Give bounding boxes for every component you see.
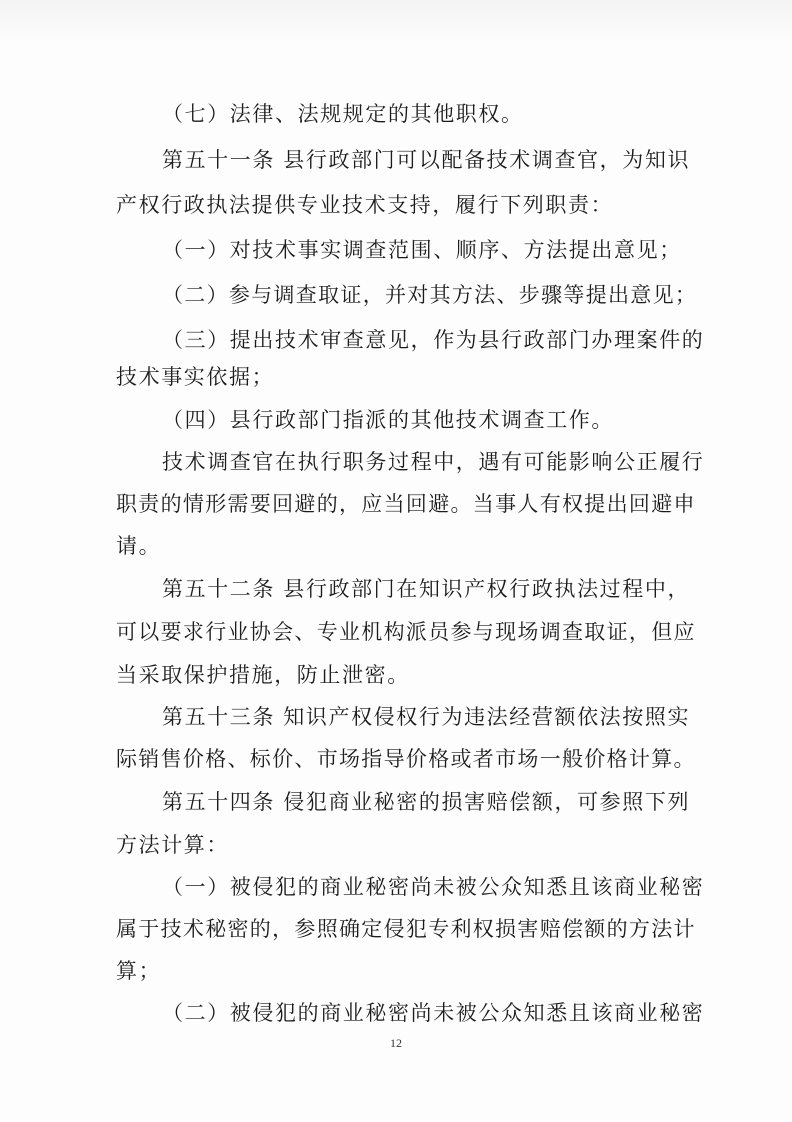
- paragraph-line: 产权行政执法提供专业技术支持，履行下列职责：: [116, 193, 614, 217]
- paragraph-line: 可以要求行业协会、专业机构派员参与现场调查取证，但应: [116, 620, 696, 644]
- page-number: 12: [390, 1036, 402, 1050]
- paragraph-line: 第五十二条 县行政部门在知识产权行政执法过程中，: [162, 577, 691, 601]
- paragraph-line: （三）提出技术审查意见，作为县行政部门办理案件的: [162, 328, 705, 352]
- paragraph-line: 第五十三条 知识产权侵权行为违法经营额依法按照实: [162, 705, 691, 729]
- paragraph-line: 职责的情形需要回避的，应当回避。当事人有权提出回避申: [116, 492, 696, 516]
- paragraph-line: 当采取保护措施，防止泄密。: [116, 663, 410, 687]
- paragraph-line: 属于技术秘密的，参照确定侵犯专利权损害赔偿额的方法计: [116, 917, 696, 941]
- paragraph-line: （一）对技术事实调查范围、顺序、方法提出意见；: [162, 238, 682, 262]
- paragraph-line: 第五十一条 县行政部门可以配备技术调查官，为知识: [162, 148, 691, 172]
- paragraph-line: （四）县行政部门指派的其他技术调查工作。: [162, 408, 614, 432]
- scan-edge: [0, 0, 792, 40]
- paragraph-line: 算；: [116, 959, 162, 983]
- paragraph-line: 请。: [116, 534, 162, 558]
- paragraph-line: 方法计算：: [116, 833, 229, 857]
- paragraph-line: （二）参与调查取证，并对其方法、步骤等提出意见；: [162, 283, 698, 307]
- paragraph-line: 第五十四条 侵犯商业秘密的损害赔偿额，可参照下列: [162, 790, 691, 814]
- paragraph-line: （一）被侵犯的商业秘密尚未被公众知悉且该商业秘密: [162, 875, 705, 899]
- paragraph-line: 技术事实依据；: [116, 365, 275, 389]
- paragraph-line: 际销售价格、标价、市场指导价格或者市场一般价格计算。: [116, 747, 696, 771]
- paragraph-line: 技术调查官在执行职务过程中，遇有可能影响公正履行: [162, 450, 705, 474]
- paragraph-line: （二）被侵犯的商业秘密尚未被公众知悉且该商业秘密: [162, 1001, 705, 1025]
- paragraph-line: （七）法律、法规规定的其他职权。: [162, 102, 524, 126]
